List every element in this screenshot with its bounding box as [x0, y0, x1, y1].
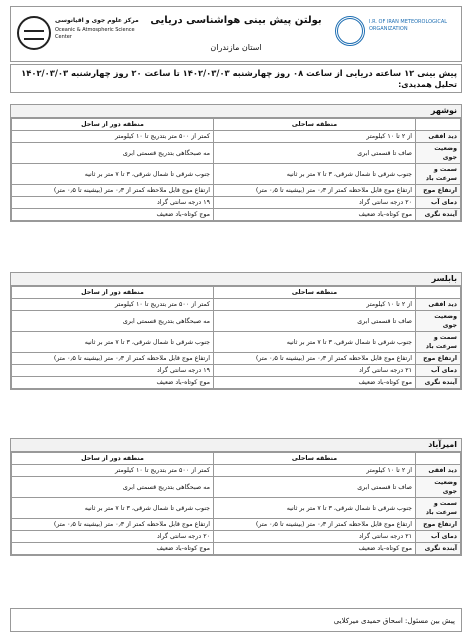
coastal-cell: صاف تا قسمتی ابری	[214, 311, 416, 332]
table-header-row	[12, 119, 461, 131]
table-row	[12, 185, 461, 197]
coastal-cell: ارتفاع موج قابل ملاحظه کمتر از ۰٫۳ متر (بیشینه تا ۰٫۵ متر)	[214, 353, 416, 365]
offshore-cell: موج کوتاه-باد ضعیف	[12, 377, 214, 389]
left-logo-en: Oceanic & Atmospheric Science Center	[55, 27, 135, 40]
offshore-cell: جنوب شرقی تا شمال شرقی، ۳ تا ۷ متر بر ثانیه	[12, 498, 214, 519]
coastal-cell: ۲۰ درجه سانتی گراد	[214, 197, 416, 209]
offshore-cell: موج کوتاه-باد ضعیف	[12, 543, 214, 555]
coastal-cell: جنوب شرقی تا شمال شرقی، ۳ تا ۷ متر بر ثانیه	[214, 164, 416, 185]
offshore-column-header: منطقه دور از ساحل	[12, 287, 214, 299]
coastal-cell: صاف تا قسمتی ابری	[214, 477, 416, 498]
region-name: امیرآباد	[11, 439, 461, 452]
offshore-cell: جنوب شرقی تا شمال شرقی، ۳ تا ۷ متر بر ثانیه	[12, 332, 214, 353]
table-row	[12, 197, 461, 209]
coastal-cell: موج کوتاه-باد ضعیف	[214, 377, 416, 389]
offshore-column-header: منطقه دور از ساحل	[12, 453, 214, 465]
row-label: دمای آب	[416, 197, 461, 209]
table-row	[12, 299, 461, 311]
row-label: دمای آب	[416, 531, 461, 543]
forecaster-name: پیش بین مسئول: اسحاق حمیدی میرکلایی	[333, 617, 455, 625]
offshore-cell: ۱۹ درجه سانتی گراد	[12, 365, 214, 377]
right-logo-en: I.R. OF IRAN METEOROLOGICAL ORGANIZATION	[369, 19, 448, 32]
offshore-column-header: منطقه دور از ساحل	[12, 119, 214, 131]
coastal-cell: جنوب شرقی تا شمال شرقی، ۳ تا ۷ متر بر ثانیه	[214, 332, 416, 353]
coastal-cell: موج کوتاه-باد ضعیف	[214, 209, 416, 221]
forecaster-footer	[10, 608, 462, 632]
offshore-cell: مه صبحگاهی بتدریج قسمتی ابری	[12, 311, 214, 332]
table-row	[12, 131, 461, 143]
coastal-cell: ۲۱ درجه سانتی گراد	[214, 365, 416, 377]
table-row	[12, 531, 461, 543]
coastal-cell: موج کوتاه-باد ضعیف	[214, 543, 416, 555]
row-label: سمت و سرعت باد	[416, 332, 461, 353]
coastal-cell: ارتفاع موج قابل ملاحظه کمتر از ۰٫۳ متر (بیشینه تا ۰٫۵ متر)	[214, 519, 416, 531]
offshore-cell: ارتفاع موج قابل ملاحظه کمتر از ۰٫۳ متر (بیشینه تا ۰٫۵ متر)	[12, 185, 214, 197]
region-section	[10, 272, 462, 390]
offshore-cell: کمتر از ۵۰۰ متر بتدریج تا ۱۰ کیلومتر	[12, 465, 214, 477]
coastal-column-header: منطقه ساحلی	[214, 119, 416, 131]
bulletin-header	[10, 6, 462, 62]
table-row	[12, 143, 461, 164]
row-label: ارتفاع موج	[416, 353, 461, 365]
empty-header-cell	[416, 119, 461, 131]
coastal-column-header: منطقه ساحلی	[214, 287, 416, 299]
row-label: ارتفاع موج	[416, 185, 461, 197]
meteorological-emblem-icon	[335, 16, 365, 46]
table-row	[12, 498, 461, 519]
coastal-cell: ارتفاع موج قابل ملاحظه کمتر از ۰٫۳ متر (بیشینه تا ۰٫۵ متر)	[214, 185, 416, 197]
region-section	[10, 438, 462, 556]
offshore-cell: کمتر از ۵۰۰ متر بتدریج تا ۱۰ کیلومتر	[12, 299, 214, 311]
row-label: آینده نگری	[416, 543, 461, 555]
offshore-cell: جنوب شرقی تا شمال شرقی، ۳ تا ۷ متر بر ثانیه	[12, 164, 214, 185]
row-label: دید افقی	[416, 131, 461, 143]
empty-header-cell	[416, 287, 461, 299]
table-row	[12, 519, 461, 531]
table-row	[12, 543, 461, 555]
empty-header-cell	[416, 453, 461, 465]
row-label: سمت و سرعت باد	[416, 498, 461, 519]
left-logo-fa: مرکز علوم جوی و اقیانوسی	[55, 17, 139, 24]
row-label: آینده نگری	[416, 209, 461, 221]
forecast-table	[11, 286, 461, 389]
offshore-cell: ارتفاع موج قابل ملاحظه کمتر از ۰٫۳ متر (بیشینه تا ۰٫۵ متر)	[12, 353, 214, 365]
region-name: بابلسر	[11, 273, 461, 286]
synoptic-analysis-label: تحلیل همدیدی:	[398, 80, 457, 89]
table-header-row	[12, 453, 461, 465]
coastal-cell: صاف تا قسمتی ابری	[214, 143, 416, 164]
row-label: وضعیت جوی	[416, 311, 461, 332]
offshore-cell: مه صبحگاهی بتدریج قسمتی ابری	[12, 143, 214, 164]
region-name: نوشهر	[11, 105, 461, 118]
coastal-cell: از ۲ تا ۱۰ کیلومتر	[214, 131, 416, 143]
coastal-cell: ۲۱ درجه سانتی گراد	[214, 531, 416, 543]
province-name: استان مازندران	[210, 43, 262, 52]
offshore-cell: موج کوتاه-باد ضعیف	[12, 209, 214, 221]
row-label: دمای آب	[416, 365, 461, 377]
row-label: وضعیت جوی	[416, 143, 461, 164]
offshore-cell: مه صبحگاهی بتدریج قسمتی ابری	[12, 477, 214, 498]
row-label: دید افقی	[416, 299, 461, 311]
row-label: ارتفاع موج	[416, 519, 461, 531]
coastal-cell: از ۲ تا ۱۰ کیلومتر	[214, 299, 416, 311]
row-label: آینده نگری	[416, 377, 461, 389]
offshore-cell: ۱۹ درجه سانتی گراد	[12, 197, 214, 209]
coastal-cell: از ۲ تا ۱۰ کیلومتر	[214, 465, 416, 477]
offshore-cell: ارتفاع موج قابل ملاحظه کمتر از ۰٫۳ متر (بیشینه تا ۰٫۵ متر)	[12, 519, 214, 531]
table-row	[12, 477, 461, 498]
offshore-cell: ۲۰ درجه سانتی گراد	[12, 531, 214, 543]
region-section	[10, 104, 462, 222]
forecast-period: پیش بینی ۱۲ ساعته دریایی از ساعت ۰۸ روز چهارشنبه ۱۴۰۲/۰۳/۰۳ تا ساعت ۲۰ روز چهارشنبه ۱۴۰۲/۰۳/۰۳	[21, 68, 457, 78]
forecast-table	[11, 118, 461, 221]
table-row	[12, 164, 461, 185]
coastal-cell: جنوب شرقی تا شمال شرقی، ۳ تا ۷ متر بر ثانیه	[214, 498, 416, 519]
table-row	[12, 209, 461, 221]
row-label: وضعیت جوی	[416, 477, 461, 498]
table-row	[12, 365, 461, 377]
table-row	[12, 377, 461, 389]
table-row	[12, 332, 461, 353]
offshore-cell: کمتر از ۵۰۰ متر بتدریج تا ۱۰ کیلومتر	[12, 131, 214, 143]
table-header-row	[12, 287, 461, 299]
row-label: سمت و سرعت باد	[416, 164, 461, 185]
row-label: دید افقی	[416, 465, 461, 477]
bulletin-title: بولتن پیش بینی هواشناسی دریایی	[150, 15, 322, 26]
table-row	[12, 311, 461, 332]
forecast-intro	[10, 64, 462, 93]
table-row	[12, 465, 461, 477]
table-row	[12, 353, 461, 365]
coastal-column-header: منطقه ساحلی	[214, 453, 416, 465]
forecast-table	[11, 452, 461, 555]
meteorological-organization-logo	[335, 13, 455, 57]
